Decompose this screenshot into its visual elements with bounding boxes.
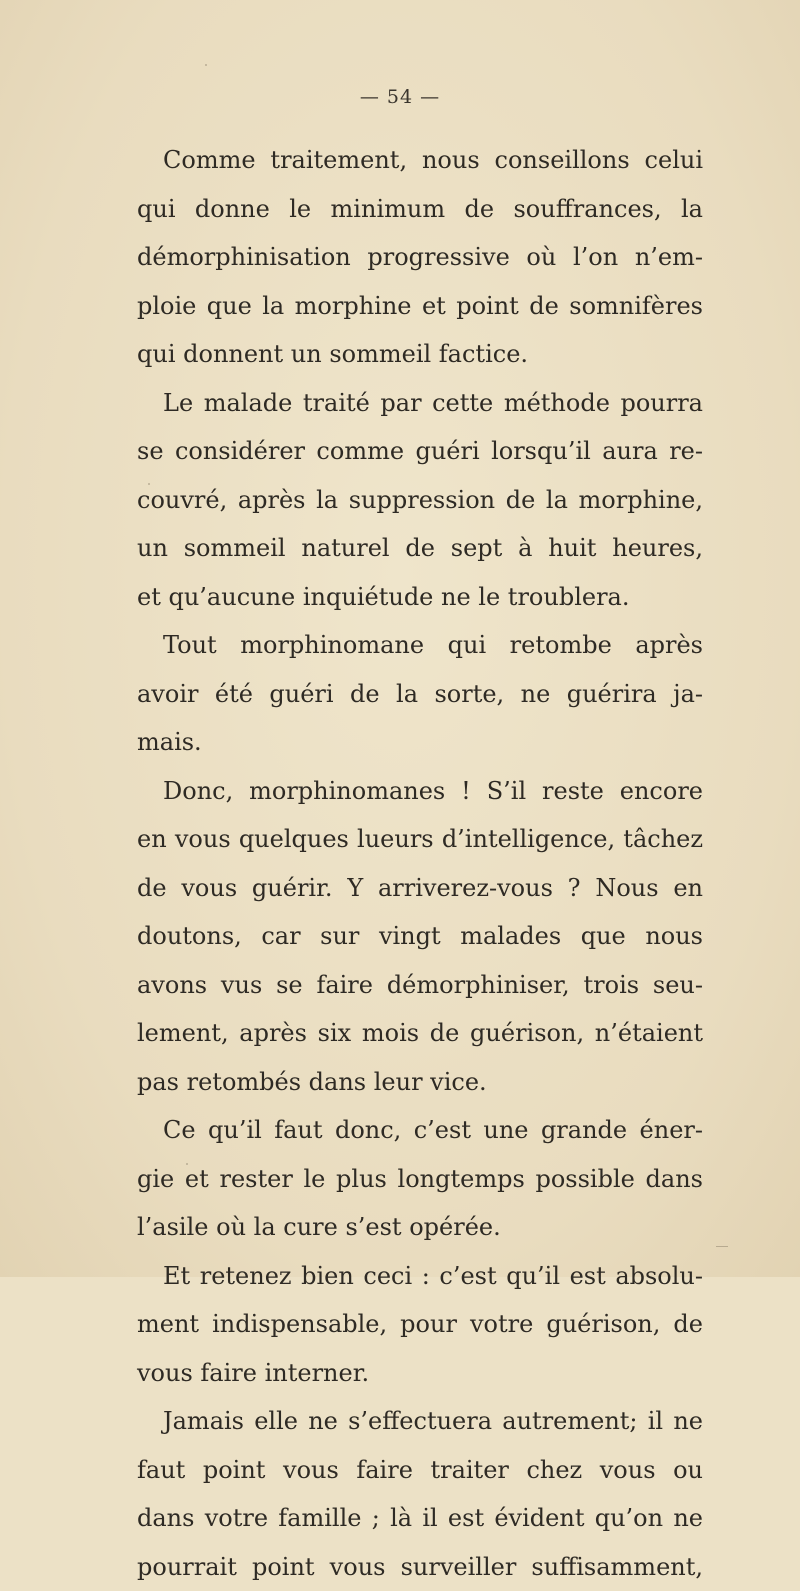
text-line: Comme traitement, nous conseillons celui bbox=[137, 136, 703, 185]
text-line: mais. bbox=[137, 718, 703, 767]
text-line: doutons, car sur vingt malades que nous bbox=[137, 912, 703, 961]
text-line: avoir été guéri de la sorte, ne guérira ja- bbox=[137, 670, 703, 719]
text-line: Tout morphinomane qui retombe après bbox=[137, 621, 703, 670]
text-line: Le malade traité par cette méthode pourra bbox=[137, 379, 703, 428]
page-number: — 54 — bbox=[0, 86, 800, 108]
text-line: gie et rester le plus longtemps possible dans bbox=[137, 1155, 703, 1204]
text-line: l’asile où la cure s’est opérée. bbox=[137, 1203, 703, 1252]
text-line: pourrait point vous surveiller suffisamment, bbox=[137, 1543, 703, 1591]
paper-speck bbox=[205, 64, 207, 66]
paper-speck bbox=[716, 1246, 728, 1247]
text-line: et qu’aucune inquiétude ne le troublera. bbox=[137, 573, 703, 622]
text-line: avons vus se faire démorphiniser, trois seu- bbox=[137, 961, 703, 1010]
text-line: qui donnent un sommeil factice. bbox=[137, 330, 703, 379]
text-line: Jamais elle ne s’effectuera autrement; il ne bbox=[137, 1397, 703, 1446]
text-line: faut point vous faire traiter chez vous ou bbox=[137, 1446, 703, 1495]
text-line: Donc, morphinomanes ! S’il reste encore bbox=[137, 767, 703, 816]
text-line: de vous guérir. Y arriverez-vous ? Nous en bbox=[137, 864, 703, 913]
text-line: qui donne le minimum de souffrances, la bbox=[137, 185, 703, 234]
text-line: lement, après six mois de guérison, n’étaient bbox=[137, 1009, 703, 1058]
text-line: couvré, après la suppression de la morphine, bbox=[137, 476, 703, 525]
text-line: ploie que la morphine et point de somnifères bbox=[137, 282, 703, 331]
text-line: se considérer comme guéri lorsqu’il aura re- bbox=[137, 427, 703, 476]
paper-speck bbox=[148, 483, 150, 485]
text-line: démorphinisation progressive où l’on n’em- bbox=[137, 233, 703, 282]
text-line: dans votre famille ; là il est évident qu’on ne bbox=[137, 1494, 703, 1543]
text-line: en vous quelques lueurs d’intelligence, tâchez bbox=[137, 815, 703, 864]
text-line: vous faire interner. bbox=[137, 1349, 703, 1398]
text-line: Et retenez bien ceci : c’est qu’il est absolu- bbox=[137, 1252, 703, 1301]
text-line: Ce qu’il faut donc, c’est une grande éner- bbox=[137, 1106, 703, 1155]
text-line: pas retombés dans leur vice. bbox=[137, 1058, 703, 1107]
paper-speck bbox=[186, 1163, 188, 1165]
body-text bbox=[137, 136, 703, 1591]
text-line: ment indispensable, pour votre guérison, de bbox=[137, 1300, 703, 1349]
text-line: un sommeil naturel de sept à huit heures, bbox=[137, 524, 703, 573]
